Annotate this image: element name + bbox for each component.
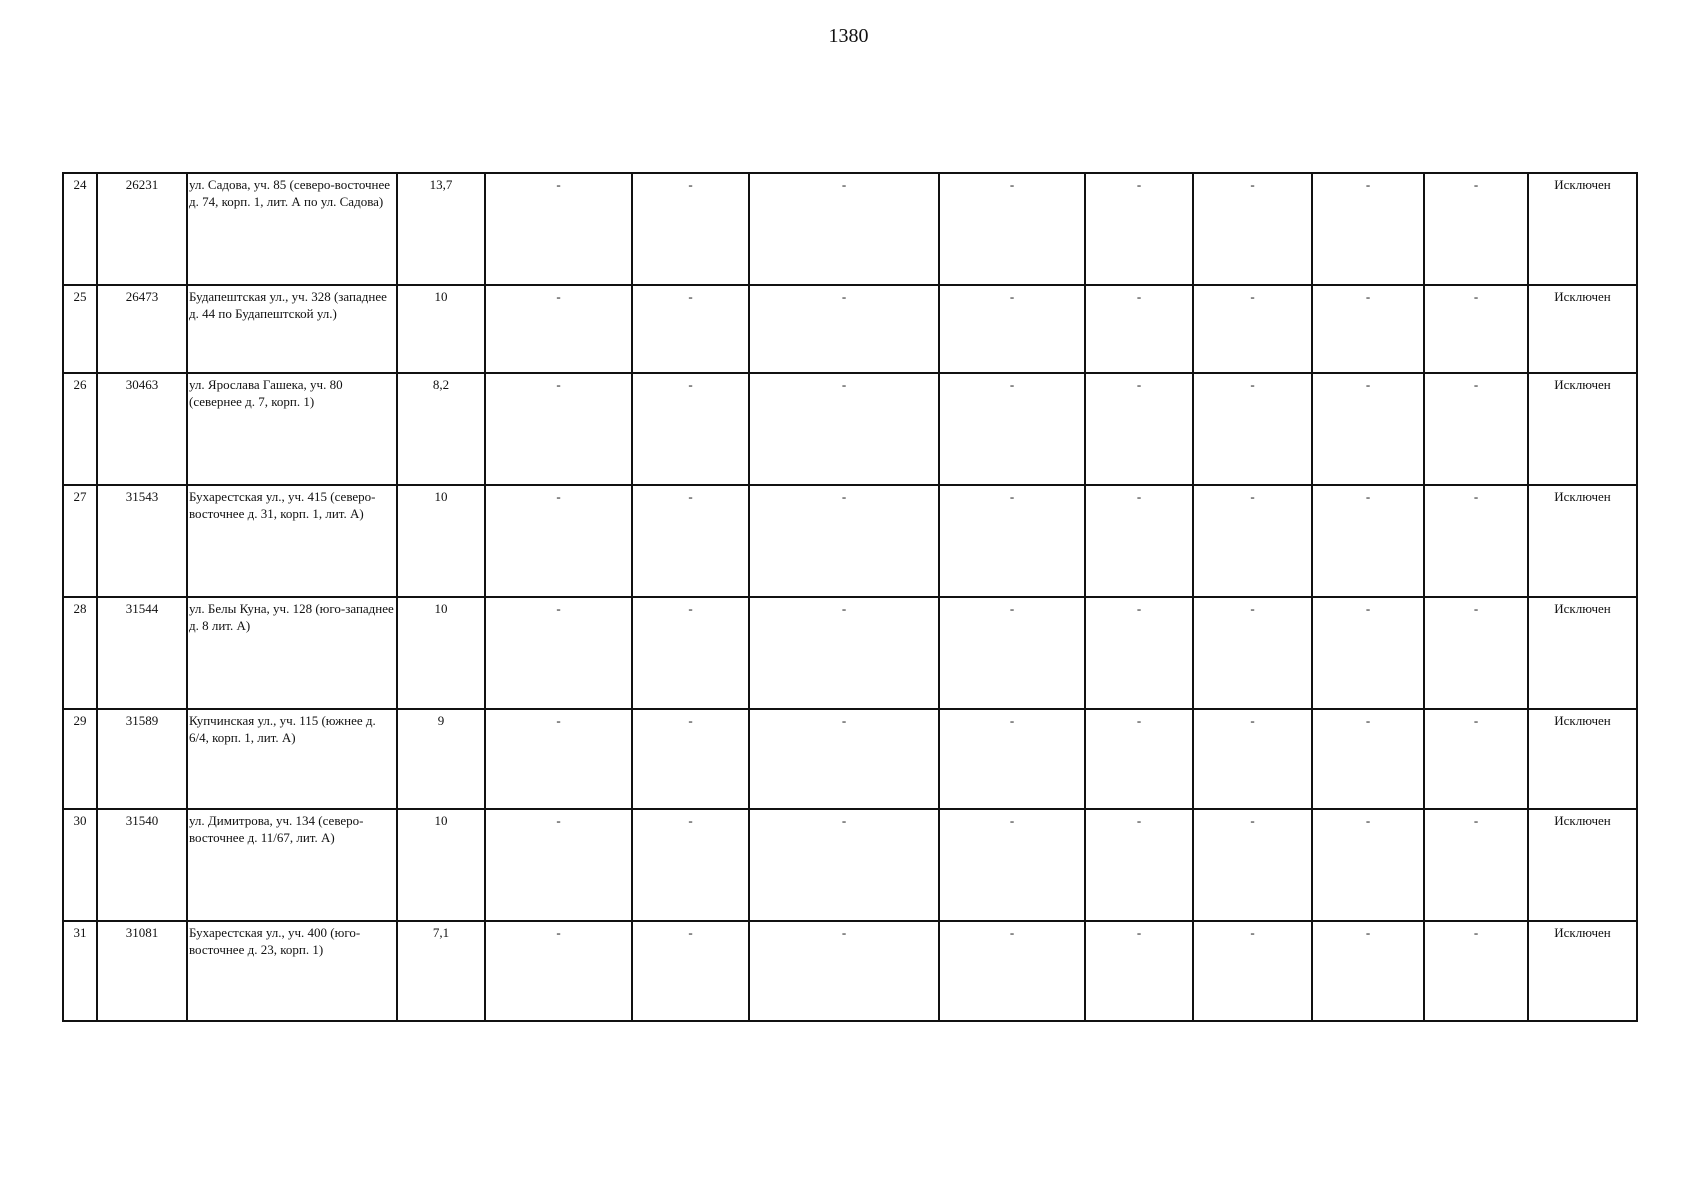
table-row bbox=[63, 285, 1637, 373]
dash-cell: - bbox=[485, 921, 632, 1021]
dash-cell: - bbox=[632, 597, 749, 709]
dash-cell: - bbox=[749, 173, 939, 285]
dash-cell: - bbox=[1193, 173, 1312, 285]
dash-cell: - bbox=[485, 809, 632, 921]
dash-cell: - bbox=[749, 485, 939, 597]
dash-cell: - bbox=[1312, 173, 1424, 285]
value-cell: 8,2 bbox=[397, 373, 485, 485]
dash-cell: - bbox=[1424, 373, 1528, 485]
dash-cell: - bbox=[749, 373, 939, 485]
dash-cell: - bbox=[1193, 809, 1312, 921]
code-cell: 26473 bbox=[97, 285, 187, 373]
table-row bbox=[63, 597, 1637, 709]
code-cell: 30463 bbox=[97, 373, 187, 485]
status-cell: Исключен bbox=[1528, 285, 1637, 373]
dash-cell: - bbox=[1312, 809, 1424, 921]
status-cell: Исключен bbox=[1528, 809, 1637, 921]
dash-cell: - bbox=[485, 597, 632, 709]
row-number-cell: 31 bbox=[63, 921, 97, 1021]
status-cell: Исключен bbox=[1528, 709, 1637, 809]
dash-cell: - bbox=[1193, 921, 1312, 1021]
address-cell: ул. Садова, уч. 85 (северо-восточнее д. 74, корп. 1, лит. А по ул. Садова) bbox=[187, 173, 397, 285]
dash-cell: - bbox=[1312, 373, 1424, 485]
dash-cell: - bbox=[1085, 709, 1193, 809]
dash-cell: - bbox=[939, 285, 1085, 373]
code-cell: 31540 bbox=[97, 809, 187, 921]
address-cell: Будапештская ул., уч. 328 (западнее д. 44 по Будапештской ул.) bbox=[187, 285, 397, 373]
dash-cell: - bbox=[485, 373, 632, 485]
dash-cell: - bbox=[939, 373, 1085, 485]
dash-cell: - bbox=[939, 809, 1085, 921]
value-cell: 9 bbox=[397, 709, 485, 809]
dash-cell: - bbox=[1312, 709, 1424, 809]
dash-cell: - bbox=[1193, 373, 1312, 485]
code-cell: 31544 bbox=[97, 597, 187, 709]
dash-cell: - bbox=[1312, 285, 1424, 373]
row-number-cell: 25 bbox=[63, 285, 97, 373]
dash-cell: - bbox=[485, 485, 632, 597]
dash-cell: - bbox=[485, 709, 632, 809]
status-cell: Исключен bbox=[1528, 173, 1637, 285]
dash-cell: - bbox=[749, 809, 939, 921]
dash-cell: - bbox=[1424, 809, 1528, 921]
dash-cell: - bbox=[939, 597, 1085, 709]
address-cell: ул. Ярослава Гашека, уч. 80 (севернее д. 7, корп. 1) bbox=[187, 373, 397, 485]
dash-cell: - bbox=[1312, 921, 1424, 1021]
dash-cell: - bbox=[632, 173, 749, 285]
dash-cell: - bbox=[749, 921, 939, 1021]
dash-cell: - bbox=[1085, 809, 1193, 921]
table-row bbox=[63, 921, 1637, 1021]
dash-cell: - bbox=[1193, 709, 1312, 809]
dash-cell: - bbox=[749, 597, 939, 709]
dash-cell: - bbox=[1312, 485, 1424, 597]
status-cell: Исключен bbox=[1528, 485, 1637, 597]
row-number-cell: 24 bbox=[63, 173, 97, 285]
dash-cell: - bbox=[939, 485, 1085, 597]
dash-cell: - bbox=[632, 485, 749, 597]
dash-cell: - bbox=[632, 373, 749, 485]
dash-cell: - bbox=[1193, 285, 1312, 373]
value-cell: 10 bbox=[397, 809, 485, 921]
address-cell: ул. Димитрова, уч. 134 (северо-восточнее д. 11/67, лит. А) bbox=[187, 809, 397, 921]
dash-cell: - bbox=[1193, 597, 1312, 709]
dash-cell: - bbox=[749, 709, 939, 809]
value-cell: 13,7 bbox=[397, 173, 485, 285]
dash-cell: - bbox=[1312, 597, 1424, 709]
dash-cell: - bbox=[939, 921, 1085, 1021]
table-row bbox=[63, 709, 1637, 809]
dash-cell: - bbox=[632, 709, 749, 809]
dash-cell: - bbox=[1424, 485, 1528, 597]
table-row bbox=[63, 173, 1637, 285]
dash-cell: - bbox=[1085, 173, 1193, 285]
dash-cell: - bbox=[1085, 597, 1193, 709]
table-row bbox=[63, 485, 1637, 597]
row-number-cell: 26 bbox=[63, 373, 97, 485]
status-cell: Исключен bbox=[1528, 373, 1637, 485]
code-cell: 31081 bbox=[97, 921, 187, 1021]
dash-cell: - bbox=[749, 285, 939, 373]
dash-cell: - bbox=[1424, 285, 1528, 373]
code-cell: 31589 bbox=[97, 709, 187, 809]
page-number: 1380 bbox=[828, 25, 869, 47]
dash-cell: - bbox=[485, 285, 632, 373]
table-row bbox=[63, 809, 1637, 921]
dash-cell: - bbox=[1193, 485, 1312, 597]
dash-cell: - bbox=[1085, 921, 1193, 1021]
status-cell: Исключен bbox=[1528, 921, 1637, 1021]
dash-cell: - bbox=[1424, 709, 1528, 809]
registry-table bbox=[62, 172, 1638, 1022]
dash-cell: - bbox=[1424, 173, 1528, 285]
address-cell: Бухарестская ул., уч. 400 (юго-восточнее д. 23, корп. 1) bbox=[187, 921, 397, 1021]
dash-cell: - bbox=[632, 921, 749, 1021]
dash-cell: - bbox=[632, 285, 749, 373]
code-cell: 26231 bbox=[97, 173, 187, 285]
value-cell: 10 bbox=[397, 597, 485, 709]
row-number-cell: 27 bbox=[63, 485, 97, 597]
value-cell: 7,1 bbox=[397, 921, 485, 1021]
row-number-cell: 29 bbox=[63, 709, 97, 809]
dash-cell: - bbox=[939, 173, 1085, 285]
dash-cell: - bbox=[1085, 285, 1193, 373]
dash-cell: - bbox=[1424, 921, 1528, 1021]
status-cell: Исключен bbox=[1528, 597, 1637, 709]
code-cell: 31543 bbox=[97, 485, 187, 597]
address-cell: Купчинская ул., уч. 115 (южнее д. 6/4, корп. 1, лит. А) bbox=[187, 709, 397, 809]
value-cell: 10 bbox=[397, 285, 485, 373]
dash-cell: - bbox=[939, 709, 1085, 809]
dash-cell: - bbox=[485, 173, 632, 285]
address-cell: ул. Белы Куна, уч. 128 (юго-западнее д. 8 лит. А) bbox=[187, 597, 397, 709]
dash-cell: - bbox=[1424, 597, 1528, 709]
row-number-cell: 30 bbox=[63, 809, 97, 921]
dash-cell: - bbox=[632, 809, 749, 921]
dash-cell: - bbox=[1085, 485, 1193, 597]
value-cell: 10 bbox=[397, 485, 485, 597]
address-cell: Бухарестская ул., уч. 415 (северо-восточнее д. 31, корп. 1, лит. А) bbox=[187, 485, 397, 597]
row-number-cell: 28 bbox=[63, 597, 97, 709]
table-row bbox=[63, 373, 1637, 485]
dash-cell: - bbox=[1085, 373, 1193, 485]
